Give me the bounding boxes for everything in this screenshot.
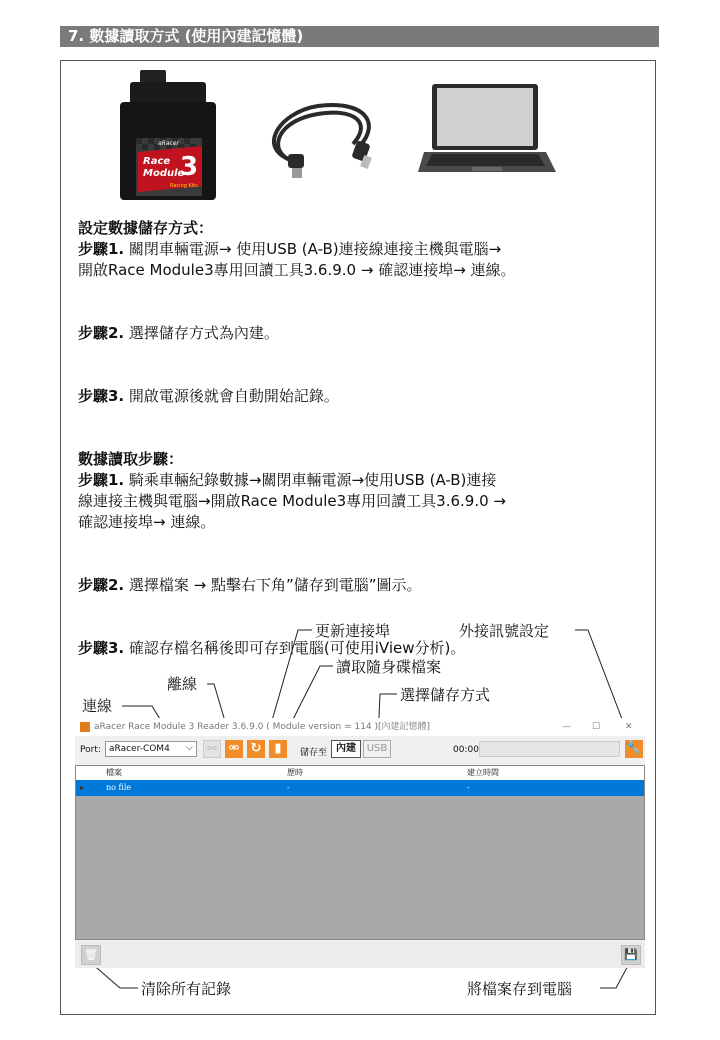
read-title: 數據讀取步驟： (78, 450, 184, 468)
usb-storage-label: USB (366, 743, 388, 754)
section-title: 7. 數據讀取方式 (使用內建記憶體) (68, 27, 304, 45)
table-header (76, 766, 644, 780)
setup-step3: 步驟3. 開啟電源後就會自動開始記錄。 (78, 387, 339, 405)
internal-storage-label: 內建 (336, 743, 356, 754)
device-label-1: Race (143, 156, 171, 167)
port-select[interactable] (105, 741, 197, 757)
callout-external-signal: 外接訊號設定 (459, 622, 550, 640)
callout-clear-all: 清除所有記錄 (141, 980, 232, 998)
trash-icon: 🗑 (84, 948, 98, 961)
app-title: aRacer Race Module 3 Reader 3.6.9.0 ( Module version = 114 )[內建記憶體] (94, 722, 431, 732)
connect-button[interactable] (203, 740, 221, 758)
read-step3: 步驟3. 確認存檔名稱後即可存到電腦(可使用iView分析)。 (78, 639, 466, 657)
setup-title: 設定數據儲存方式： (78, 219, 214, 237)
clear-all-button[interactable] (81, 945, 101, 965)
column-header-file[interactable]: 檔案 (106, 768, 122, 777)
read-step1-line3: 確認連接埠→ 連線。 (78, 513, 216, 531)
app-window (75, 718, 645, 968)
row-file: no file (106, 783, 132, 792)
callout-read-usb: 讀取隨身碟檔案 (336, 658, 442, 676)
refresh-icon: ↻ (250, 741, 262, 756)
app-bottom-bar (75, 942, 645, 968)
save-to-pc-button[interactable] (621, 945, 641, 965)
column-header-created[interactable]: 建立時間 (467, 768, 499, 777)
read-step2: 步驟2. 選擇檔案 → 點擊右下角”儲存到電腦”圖示。 (78, 576, 422, 594)
external-signal-button[interactable] (625, 740, 643, 758)
port-select-value: aRacer-COM4 (109, 744, 170, 754)
read-usb-button[interactable] (269, 740, 287, 758)
chevron-down-icon: ⌵ (186, 743, 193, 753)
usb-drive-icon: ▮ (274, 741, 282, 756)
setup-step1-line1: 步驟1. 關閉車輛電源→ 使用USB (A-B)連接線連接主機與電腦→ (78, 240, 502, 258)
time-bar (479, 741, 620, 757)
maximize-button[interactable]: ☐ (592, 722, 601, 732)
callout-refresh-port: 更新連接埠 (315, 622, 391, 640)
callout-save-to-pc: 將檔案存到電腦 (467, 980, 573, 998)
table-row[interactable] (76, 780, 644, 796)
row-duration: - (287, 783, 290, 792)
save-to-label: 儲存至 (300, 748, 328, 758)
read-step1-line2: 線連接主機與電腦→開啟Race Module3專用回讀工具3.6.9.0 → (78, 492, 506, 510)
callout-storage-mode: 選擇儲存方式 (400, 686, 491, 704)
row-selector-icon: ▸ (80, 783, 85, 792)
callout-disconnect: 離線 (167, 675, 198, 693)
app-icon (80, 722, 90, 732)
row-created: - (467, 783, 470, 792)
device-number: 3 (180, 152, 199, 182)
column-header-duration[interactable]: 歷時 (287, 768, 303, 777)
close-button[interactable]: ✕ (625, 722, 633, 732)
file-table (75, 765, 645, 940)
read-step1-line1: 步驟1. 騎乘車輛紀錄數據→關閉車輛電源→使用USB (A-B)連接 (78, 471, 497, 489)
refresh-port-button[interactable] (247, 740, 265, 758)
minimize-button[interactable]: — (562, 722, 571, 732)
app-titlebar (75, 718, 645, 736)
app-toolbar (75, 737, 645, 763)
usb-storage-button[interactable] (363, 740, 391, 758)
internal-storage-button[interactable] (331, 740, 361, 758)
callout-connect: 連線 (82, 697, 113, 715)
disconnect-button[interactable] (225, 740, 243, 758)
wrench-icon: 🔧 (625, 741, 643, 756)
port-label: Port: (80, 745, 101, 755)
device-sub: Racing Kits (170, 183, 198, 189)
device-label-2: Module (143, 168, 185, 179)
unlink-icon: ⚮ (228, 741, 240, 756)
setup-step1-line2: 開啟Race Module3專用回讀工具3.6.9.0 → 確認連接埠→ 連線。 (78, 261, 516, 279)
setup-step2: 步驟2. 選擇儲存方式為內建。 (78, 324, 279, 342)
link-icon: ⚯ (207, 742, 217, 755)
device-brand: aRacer (158, 140, 179, 147)
time-readout: 00:00 (453, 745, 479, 755)
floppy-disk-icon: 💾 (624, 948, 638, 961)
